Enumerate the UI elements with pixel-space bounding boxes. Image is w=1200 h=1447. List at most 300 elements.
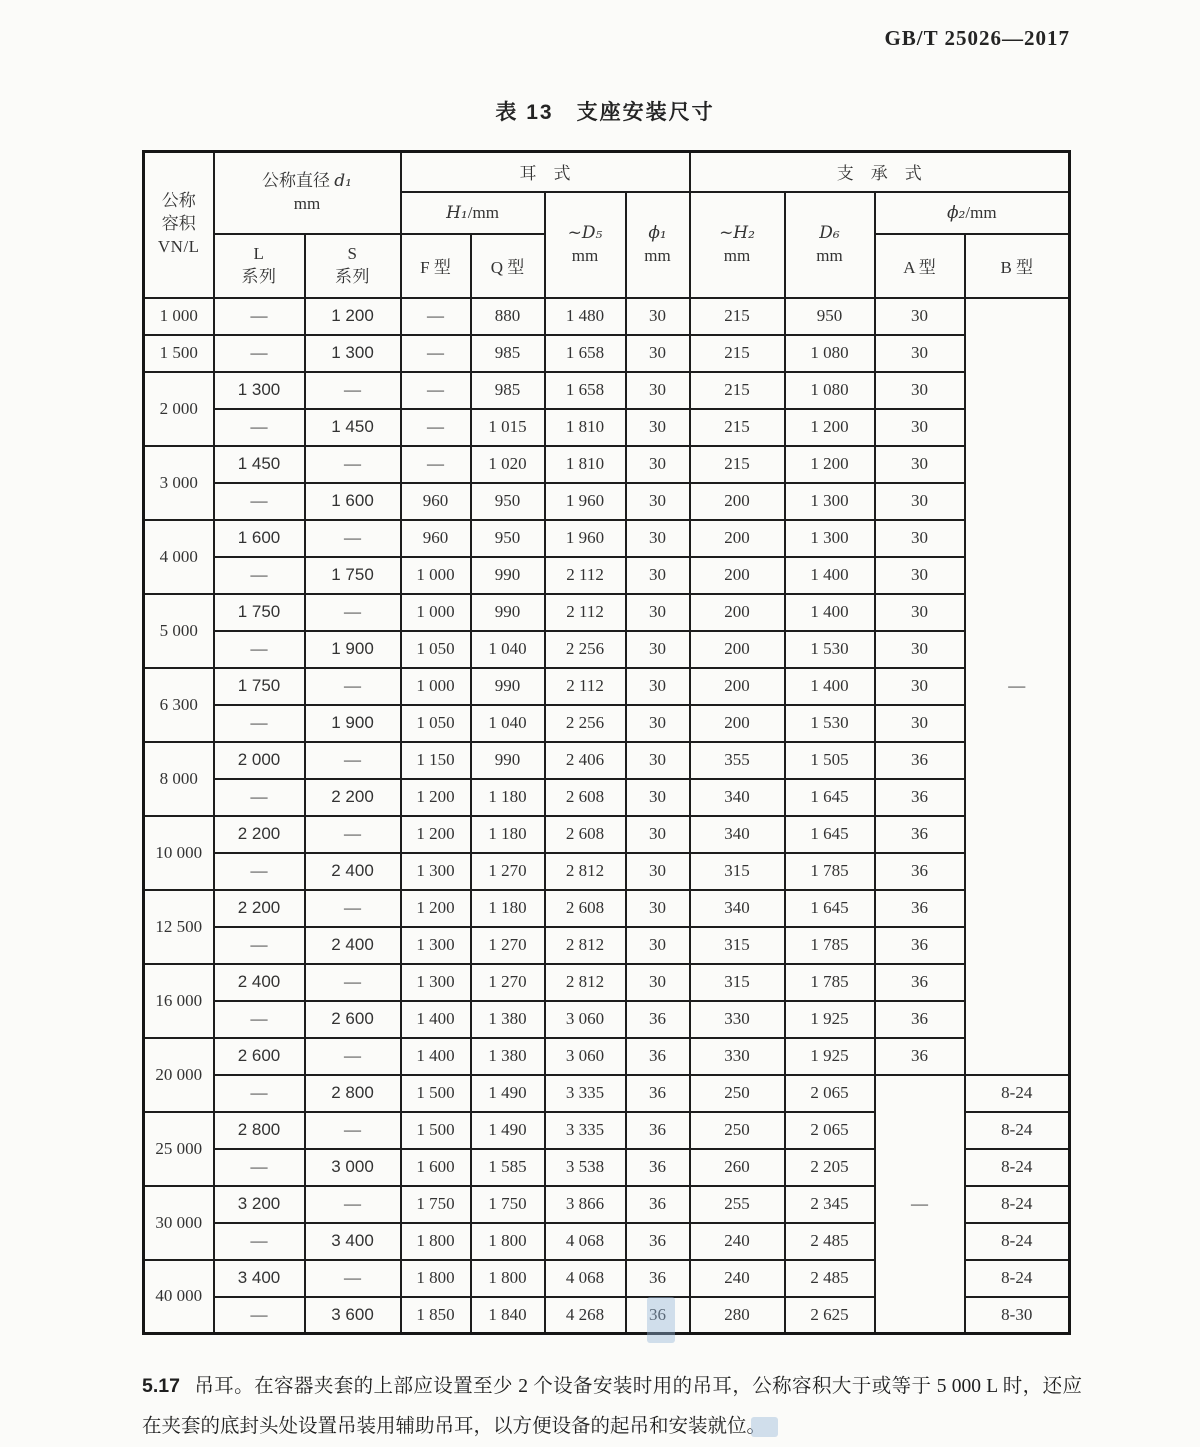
volume-cell: 40 000: [144, 1260, 214, 1334]
value-cell: 990: [471, 557, 545, 594]
empty-cell: —: [214, 631, 305, 668]
value-cell: 1 040: [471, 631, 545, 668]
empty-cell: —: [214, 298, 305, 335]
value-cell: 36: [875, 779, 965, 816]
phi1-unit: mm: [644, 245, 671, 265]
value-cell: 2 600: [214, 1038, 305, 1075]
volume-label-line1: 公称: [161, 191, 196, 211]
table-row: [144, 483, 1070, 520]
col-header-d5: [545, 192, 626, 298]
h2-unit: mm: [723, 245, 751, 265]
value-cell: 2 800: [214, 1112, 305, 1149]
value-cell: 1 200: [401, 890, 471, 927]
value-cell: 3 866: [545, 1186, 626, 1223]
value-cell: 1 050: [401, 631, 471, 668]
empty-cell: —: [305, 1112, 401, 1149]
volume-cell: 25 000: [144, 1112, 214, 1186]
empty-cell: —: [401, 446, 471, 483]
col-header-f-type: F 型: [401, 234, 471, 298]
value-cell: 1 300: [305, 335, 401, 372]
col-header-a-type: A 型: [875, 234, 965, 298]
value-cell: 36: [875, 964, 965, 1001]
empty-cell: —: [305, 964, 401, 1001]
clause-number: 5.17: [142, 1374, 180, 1397]
value-cell: 1 800: [401, 1260, 471, 1297]
value-cell: 985: [471, 335, 545, 372]
value-cell: 950: [471, 483, 545, 520]
table-row: [144, 964, 1070, 1001]
value-cell: 880: [471, 298, 545, 335]
value-cell: 30: [875, 409, 965, 446]
value-cell: 3 000: [305, 1149, 401, 1186]
table-header: [144, 152, 1070, 298]
diameter-symbol: d₁: [334, 170, 352, 191]
empty-cell: —: [214, 409, 305, 446]
value-cell: 36: [875, 742, 965, 779]
volume-label-line3: VN/L: [157, 237, 200, 257]
value-cell: 1 750: [305, 557, 401, 594]
table-row: [144, 927, 1070, 964]
value-cell: 1 490: [471, 1112, 545, 1149]
value-cell: 2 205: [785, 1149, 875, 1186]
value-cell: 1 750: [214, 594, 305, 631]
value-cell: 30: [626, 557, 690, 594]
empty-cell: —: [214, 483, 305, 520]
value-cell: 1 000: [401, 594, 471, 631]
col-header-h2: [690, 192, 785, 298]
value-cell: 990: [471, 742, 545, 779]
value-cell: 8-24: [965, 1112, 1070, 1149]
value-cell: 1 800: [401, 1223, 471, 1260]
value-cell: 3 060: [545, 1001, 626, 1038]
table-row: [144, 298, 1070, 335]
h1-symbol: H₁: [446, 202, 468, 223]
value-cell: 1 050: [401, 705, 471, 742]
table-row: [144, 853, 1070, 890]
value-cell: 4 068: [545, 1223, 626, 1260]
volume-cell: 6 300: [144, 668, 214, 742]
d6-unit: mm: [816, 245, 843, 265]
value-cell: 1 505: [785, 742, 875, 779]
value-cell: 2 400: [305, 853, 401, 890]
empty-cell: —: [214, 927, 305, 964]
value-cell: 3 200: [214, 1186, 305, 1223]
value-cell: 990: [471, 594, 545, 631]
value-cell: 2 608: [545, 779, 626, 816]
volume-label-line2: 容积: [161, 214, 196, 234]
value-cell: 1 400: [785, 594, 875, 631]
table-title: 表 13 支座安装尺寸: [495, 101, 715, 124]
value-cell: 2 812: [545, 964, 626, 1001]
value-cell: 30: [875, 631, 965, 668]
value-cell: 1 080: [785, 335, 875, 372]
value-cell: 36: [875, 1001, 965, 1038]
table-row: [144, 372, 1070, 409]
empty-cell: —: [214, 1075, 305, 1112]
value-cell: 1 600: [214, 520, 305, 557]
phi2-symbol: ϕ₂: [946, 202, 966, 223]
value-cell: 1 480: [545, 298, 626, 335]
value-cell: 30: [875, 298, 965, 335]
table-row: [144, 1001, 1070, 1038]
value-cell: 30: [875, 557, 965, 594]
diameter-label: 公称直径: [262, 170, 331, 190]
value-cell: 1 380: [471, 1038, 545, 1075]
value-cell: 2 200: [214, 890, 305, 927]
doc-number: GB/T 25026—2017: [884, 26, 1070, 50]
empty-cell: —: [214, 1149, 305, 1186]
value-cell: 1 300: [785, 520, 875, 557]
value-cell: 3 600: [305, 1297, 401, 1334]
empty-cell: —: [305, 742, 401, 779]
table-row: [144, 335, 1070, 372]
value-cell: 1 300: [214, 372, 305, 409]
value-cell: 36: [875, 927, 965, 964]
value-cell: 3 335: [545, 1112, 626, 1149]
value-cell: 1 200: [785, 446, 875, 483]
value-cell: 30: [626, 594, 690, 631]
value-cell: 1 270: [471, 964, 545, 1001]
value-cell: 2 000: [214, 742, 305, 779]
value-cell: 215: [690, 409, 785, 446]
phi1-symbol: ϕ₁: [648, 222, 667, 243]
value-cell: 36: [626, 1186, 690, 1223]
empty-cell: —: [305, 372, 401, 409]
empty-cell: —: [965, 298, 1070, 1075]
value-cell: 1 040: [471, 705, 545, 742]
table-row: [144, 631, 1070, 668]
value-cell: 1 400: [401, 1001, 471, 1038]
value-cell: 30: [875, 446, 965, 483]
value-cell: 30: [875, 668, 965, 705]
value-cell: 1 810: [545, 409, 626, 446]
value-cell: 1 200: [305, 298, 401, 335]
empty-cell: —: [214, 779, 305, 816]
value-cell: 30: [626, 964, 690, 1001]
scan-artifact: [647, 1297, 675, 1343]
empty-cell: —: [305, 1260, 401, 1297]
value-cell: 1 180: [471, 779, 545, 816]
value-cell: 1 530: [785, 705, 875, 742]
value-cell: 8-24: [965, 1223, 1070, 1260]
empty-cell: —: [214, 1223, 305, 1260]
value-cell: 3 400: [305, 1223, 401, 1260]
value-cell: 3 400: [214, 1260, 305, 1297]
value-cell: 215: [690, 446, 785, 483]
value-cell: 1 000: [401, 668, 471, 705]
value-cell: 1 180: [471, 816, 545, 853]
value-cell: 2 200: [214, 816, 305, 853]
empty-cell: —: [214, 557, 305, 594]
value-cell: 215: [690, 372, 785, 409]
value-cell: 260: [690, 1149, 785, 1186]
value-cell: 1 200: [785, 409, 875, 446]
table-row: [144, 705, 1070, 742]
value-cell: 30: [875, 483, 965, 520]
value-cell: 2 345: [785, 1186, 875, 1223]
value-cell: 30: [626, 927, 690, 964]
value-cell: 2 400: [305, 927, 401, 964]
value-cell: 30: [626, 742, 690, 779]
col-header-ear-group: 耳 式: [401, 152, 690, 192]
volume-cell: 30 000: [144, 1186, 214, 1260]
value-cell: 340: [690, 779, 785, 816]
value-cell: 1 380: [471, 1001, 545, 1038]
value-cell: 250: [690, 1112, 785, 1149]
col-header-volume: [144, 152, 214, 298]
value-cell: 1 645: [785, 890, 875, 927]
d5-unit: mm: [571, 245, 599, 265]
value-cell: 240: [690, 1223, 785, 1260]
value-cell: 1 645: [785, 816, 875, 853]
value-cell: 30: [875, 594, 965, 631]
value-cell: 2 065: [785, 1075, 875, 1112]
value-cell: 315: [690, 853, 785, 890]
table-row: [144, 1075, 1070, 1112]
value-cell: 2 800: [305, 1075, 401, 1112]
clause-text: 吊耳。在容器夹套的上部应设置至少 2 个设备安装时用的吊耳，公称容积大于或等于 5 000 L 时，还应在夹套的底封头处设置吊装用辅助吊耳，以方便设备的起吊和安装就位。: [142, 1375, 1082, 1437]
col-header-b-type: B 型: [965, 234, 1070, 298]
empty-cell: —: [214, 1001, 305, 1038]
value-cell: 200: [690, 594, 785, 631]
value-cell: 1 645: [785, 779, 875, 816]
table-body: [144, 298, 1070, 1334]
value-cell: 200: [690, 520, 785, 557]
col-header-phi2: [875, 192, 1070, 234]
value-cell: 1 900: [305, 631, 401, 668]
clause-note: [142, 1366, 1082, 1447]
value-cell: 1 180: [471, 890, 545, 927]
empty-cell: —: [305, 520, 401, 557]
value-cell: 1 960: [545, 520, 626, 557]
empty-cell: —: [305, 594, 401, 631]
value-cell: 1 500: [401, 1112, 471, 1149]
value-cell: 355: [690, 742, 785, 779]
value-cell: 1 840: [471, 1297, 545, 1334]
volume-cell: 3 000: [144, 446, 214, 520]
value-cell: 950: [785, 298, 875, 335]
value-cell: 1 300: [401, 927, 471, 964]
value-cell: 30: [626, 779, 690, 816]
table-row: [144, 594, 1070, 631]
value-cell: 8-30: [965, 1297, 1070, 1334]
value-cell: 1 750: [401, 1186, 471, 1223]
empty-cell: —: [875, 1075, 965, 1334]
value-cell: 30: [626, 446, 690, 483]
value-cell: 250: [690, 1075, 785, 1112]
value-cell: 255: [690, 1186, 785, 1223]
value-cell: 315: [690, 927, 785, 964]
empty-cell: —: [305, 816, 401, 853]
col-header-q-type: Q 型: [471, 234, 545, 298]
value-cell: 200: [690, 483, 785, 520]
value-cell: 1 925: [785, 1001, 875, 1038]
value-cell: 2 600: [305, 1001, 401, 1038]
col-header-s-series: S 系列: [305, 234, 401, 298]
value-cell: 1 530: [785, 631, 875, 668]
value-cell: 30: [626, 705, 690, 742]
value-cell: 30: [626, 372, 690, 409]
volume-cell: 16 000: [144, 964, 214, 1038]
value-cell: 950: [471, 520, 545, 557]
volume-cell: 1 000: [144, 298, 214, 335]
table-row: [144, 742, 1070, 779]
value-cell: 200: [690, 705, 785, 742]
value-cell: 960: [401, 520, 471, 557]
value-cell: 1 400: [785, 668, 875, 705]
value-cell: 1 270: [471, 927, 545, 964]
value-cell: 2 608: [545, 890, 626, 927]
value-cell: 1 300: [401, 964, 471, 1001]
value-cell: 30: [626, 816, 690, 853]
col-header-phi1: [626, 192, 690, 298]
value-cell: 330: [690, 1038, 785, 1075]
value-cell: 36: [626, 1075, 690, 1112]
value-cell: 36: [875, 853, 965, 890]
value-cell: 8-24: [965, 1149, 1070, 1186]
value-cell: 1 800: [471, 1223, 545, 1260]
value-cell: 3 538: [545, 1149, 626, 1186]
empty-cell: —: [401, 372, 471, 409]
value-cell: 30: [875, 372, 965, 409]
value-cell: 1 200: [401, 816, 471, 853]
value-cell: 8-24: [965, 1260, 1070, 1297]
value-cell: 1 150: [401, 742, 471, 779]
value-cell: 1 750: [471, 1186, 545, 1223]
value-cell: 215: [690, 335, 785, 372]
value-cell: 2 112: [545, 557, 626, 594]
value-cell: 1 080: [785, 372, 875, 409]
value-cell: 1 400: [401, 1038, 471, 1075]
value-cell: 36: [626, 1149, 690, 1186]
col-header-support-group: 支 承 式: [690, 152, 1070, 192]
value-cell: 4 068: [545, 1260, 626, 1297]
value-cell: 1 300: [785, 483, 875, 520]
phi2-unit: /mm: [965, 202, 997, 222]
value-cell: 2 400: [214, 964, 305, 1001]
volume-cell: 1 500: [144, 335, 214, 372]
value-cell: 2 112: [545, 594, 626, 631]
value-cell: 30: [626, 335, 690, 372]
value-cell: 1 960: [545, 483, 626, 520]
value-cell: 36: [626, 1001, 690, 1038]
value-cell: 985: [471, 372, 545, 409]
empty-cell: —: [214, 853, 305, 890]
value-cell: 1 850: [401, 1297, 471, 1334]
table-row: [144, 890, 1070, 927]
value-cell: 30: [626, 409, 690, 446]
value-cell: 30: [875, 705, 965, 742]
value-cell: 330: [690, 1001, 785, 1038]
value-cell: 36: [626, 1038, 690, 1075]
value-cell: 1 785: [785, 964, 875, 1001]
value-cell: 200: [690, 557, 785, 594]
value-cell: 1 200: [401, 779, 471, 816]
table-row: [144, 557, 1070, 594]
value-cell: 2 812: [545, 853, 626, 890]
value-cell: 1 925: [785, 1038, 875, 1075]
value-cell: 2 485: [785, 1223, 875, 1260]
empty-cell: —: [401, 335, 471, 372]
value-cell: 1 658: [545, 335, 626, 372]
volume-cell: 20 000: [144, 1038, 214, 1112]
value-cell: 36: [875, 890, 965, 927]
value-cell: 1 300: [401, 853, 471, 890]
table-row: [144, 1038, 1070, 1075]
table-row: [144, 520, 1070, 557]
value-cell: 315: [690, 964, 785, 1001]
value-cell: 1 490: [471, 1075, 545, 1112]
volume-cell: 12 500: [144, 890, 214, 964]
value-cell: 1 585: [471, 1149, 545, 1186]
value-cell: 1 900: [305, 705, 401, 742]
value-cell: 1 450: [214, 446, 305, 483]
table-row: [144, 409, 1070, 446]
value-cell: 340: [690, 816, 785, 853]
volume-cell: 4 000: [144, 520, 214, 594]
value-cell: 1 600: [401, 1149, 471, 1186]
value-cell: 2 112: [545, 668, 626, 705]
value-cell: 30: [626, 520, 690, 557]
empty-cell: —: [305, 1186, 401, 1223]
value-cell: 1 270: [471, 853, 545, 890]
value-cell: 30: [626, 890, 690, 927]
value-cell: 30: [626, 631, 690, 668]
col-header-l-series: L 系列: [214, 234, 305, 298]
table-row: [144, 779, 1070, 816]
empty-cell: —: [305, 446, 401, 483]
table-row: [144, 446, 1070, 483]
value-cell: 1 600: [305, 483, 401, 520]
empty-cell: —: [214, 705, 305, 742]
value-cell: 340: [690, 890, 785, 927]
value-cell: 1 400: [785, 557, 875, 594]
volume-cell: 5 000: [144, 594, 214, 668]
value-cell: 200: [690, 631, 785, 668]
diameter-unit: mm: [293, 193, 321, 213]
value-cell: 8-24: [965, 1075, 1070, 1112]
value-cell: 2 812: [545, 927, 626, 964]
h2-symbol: ~H₂: [719, 222, 755, 243]
value-cell: 30: [875, 335, 965, 372]
value-cell: 200: [690, 668, 785, 705]
value-cell: 36: [626, 1260, 690, 1297]
h1-unit: /mm: [467, 202, 499, 222]
value-cell: 36: [875, 1038, 965, 1075]
volume-cell: 10 000: [144, 816, 214, 890]
value-cell: 1 750: [214, 668, 305, 705]
value-cell: 1 785: [785, 853, 875, 890]
value-cell: 1 015: [471, 409, 545, 446]
value-cell: 1 500: [401, 1075, 471, 1112]
value-cell: 2 200: [305, 779, 401, 816]
empty-cell: —: [305, 668, 401, 705]
value-cell: 2 625: [785, 1297, 875, 1334]
value-cell: 1 785: [785, 927, 875, 964]
value-cell: 280: [690, 1297, 785, 1334]
value-cell: 30: [875, 520, 965, 557]
value-cell: 3 335: [545, 1075, 626, 1112]
value-cell: 2 065: [785, 1112, 875, 1149]
value-cell: 3 060: [545, 1038, 626, 1075]
value-cell: 2 406: [545, 742, 626, 779]
value-cell: 1 810: [545, 446, 626, 483]
col-header-h1: [401, 192, 545, 234]
value-cell: 215: [690, 298, 785, 335]
value-cell: 36: [875, 816, 965, 853]
empty-cell: —: [401, 298, 471, 335]
empty-cell: —: [305, 890, 401, 927]
